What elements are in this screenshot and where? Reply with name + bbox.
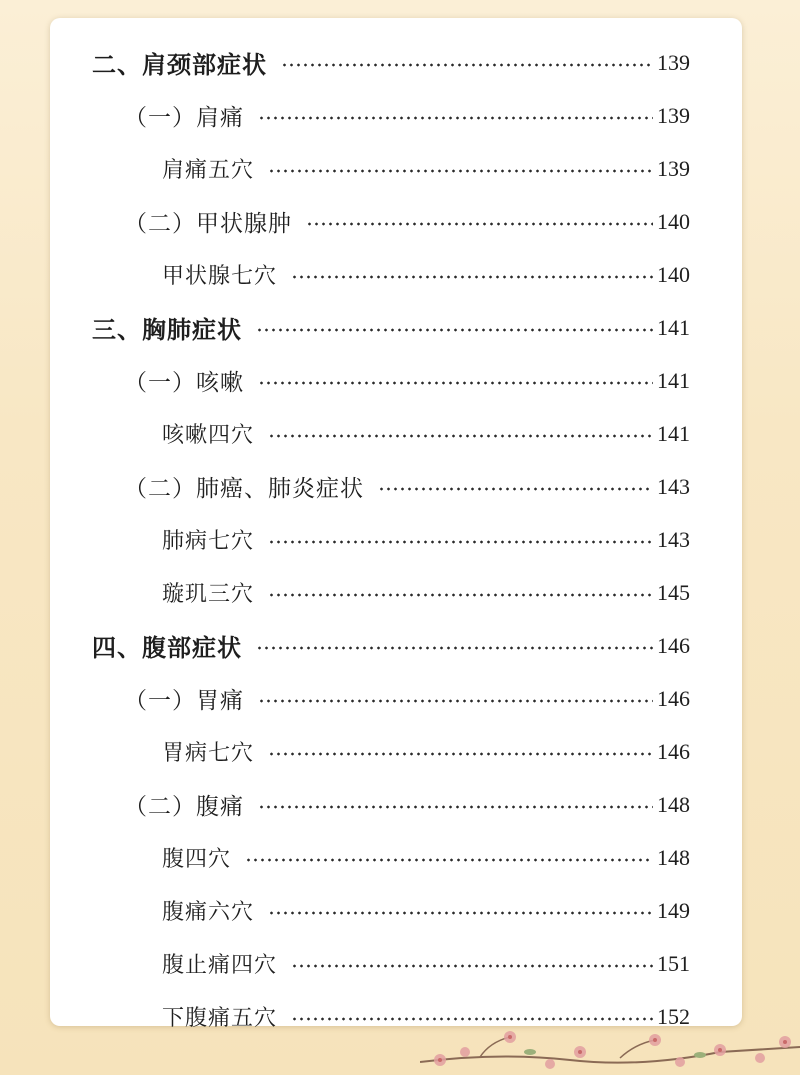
- dot-leader: [268, 434, 653, 438]
- dot-leader: [258, 116, 653, 120]
- toc-entry-page-number: 148: [657, 791, 690, 817]
- toc-entry-page-number: 152: [657, 1003, 690, 1029]
- toc-entry-title: 腹四穴: [162, 847, 232, 872]
- toc-entry: [50, 937, 742, 990]
- toc-entry-title: 下腹痛五穴: [162, 1006, 278, 1031]
- toc-entry: [50, 513, 742, 566]
- toc-entry: [50, 142, 742, 195]
- toc-entry-title: （一）肩痛: [124, 105, 244, 131]
- toc-entry-page-number: 149: [657, 897, 690, 923]
- toc-entry-title: 璇玑三穴: [162, 582, 255, 607]
- toc-entry: [50, 672, 742, 725]
- toc-entry: [50, 301, 742, 354]
- dot-leader: [258, 381, 653, 385]
- toc-entry-page-number: 143: [657, 473, 690, 499]
- toc-entry-page-number: 141: [657, 314, 690, 340]
- toc-entry-page-number: 146: [657, 685, 690, 711]
- toc-entry-page-number: 148: [657, 844, 690, 870]
- toc-entry-page-number: 139: [657, 49, 690, 75]
- toc-entry-page-number: 139: [657, 102, 690, 128]
- dot-leader: [378, 487, 653, 491]
- toc-entry-title: （一）咳嗽: [124, 370, 244, 396]
- toc-entry-page-number: 141: [657, 367, 690, 393]
- toc-entry: [50, 36, 742, 89]
- dot-leader: [256, 328, 653, 332]
- toc-entry-page-number: 140: [657, 208, 690, 234]
- toc-entry-page-number: 141: [657, 420, 690, 446]
- toc-entry-title: 腹痛六穴: [162, 900, 255, 925]
- toc-entry-title: （二）腹痛: [124, 794, 244, 820]
- toc-entry-page-number: 146: [657, 738, 690, 764]
- toc-entry: [50, 566, 742, 619]
- toc-entry: [50, 884, 742, 937]
- toc-entry-page-number: 140: [657, 261, 690, 287]
- dot-leader: [268, 540, 653, 544]
- toc-entry-title: （二）甲状腺肿: [124, 211, 292, 237]
- dot-leader: [306, 222, 653, 226]
- toc-entry-title: 肺病七穴: [162, 529, 255, 554]
- toc-entry-title: 三、胸肺症状: [92, 315, 242, 344]
- dot-leader: [258, 805, 653, 809]
- dot-leader: [268, 169, 653, 173]
- toc-entry: [50, 195, 742, 248]
- toc-entry-title: 腹止痛四穴: [162, 953, 278, 978]
- toc-entry-title: 咳嗽四穴: [162, 423, 255, 448]
- dot-leader: [281, 63, 653, 67]
- toc-page: [50, 18, 742, 1031]
- toc-entry-title: 甲状腺七穴: [162, 264, 278, 289]
- dot-leader: [291, 1017, 653, 1021]
- toc-entry-title: 四、腹部症状: [92, 633, 242, 662]
- toc-entry: [50, 725, 742, 778]
- toc-entry: [50, 619, 742, 672]
- toc-entry: [50, 248, 742, 301]
- toc-entry-title: （一）胃痛: [124, 688, 244, 714]
- dot-leader: [256, 646, 653, 650]
- toc-entry-page-number: 145: [657, 579, 690, 605]
- toc-entry-page-number: 146: [657, 632, 690, 658]
- dot-leader: [291, 275, 653, 279]
- toc-entry: [50, 89, 742, 142]
- toc-entry: [50, 831, 742, 884]
- dot-leader: [258, 699, 653, 703]
- blossom-branch-decoration: [420, 1022, 800, 1075]
- dot-leader: [245, 858, 653, 862]
- toc-entry: [50, 778, 742, 831]
- table-of-contents: [50, 36, 742, 1043]
- dot-leader: [268, 752, 653, 756]
- toc-entry-title: 二、肩颈部症状: [92, 50, 267, 79]
- toc-entry-title: 肩痛五穴: [162, 158, 255, 183]
- toc-entry: [50, 460, 742, 513]
- toc-entry: [50, 354, 742, 407]
- toc-entry-title: （二）肺癌、肺炎症状: [124, 476, 364, 502]
- toc-entry-page-number: 143: [657, 526, 690, 552]
- toc-entry-page-number: 151: [657, 950, 690, 976]
- dot-leader: [291, 964, 653, 968]
- dot-leader: [268, 593, 653, 597]
- toc-entry-page-number: 139: [657, 155, 690, 181]
- toc-entry: [50, 407, 742, 460]
- toc-entry-title: 胃病七穴: [162, 741, 255, 766]
- dot-leader: [268, 911, 653, 915]
